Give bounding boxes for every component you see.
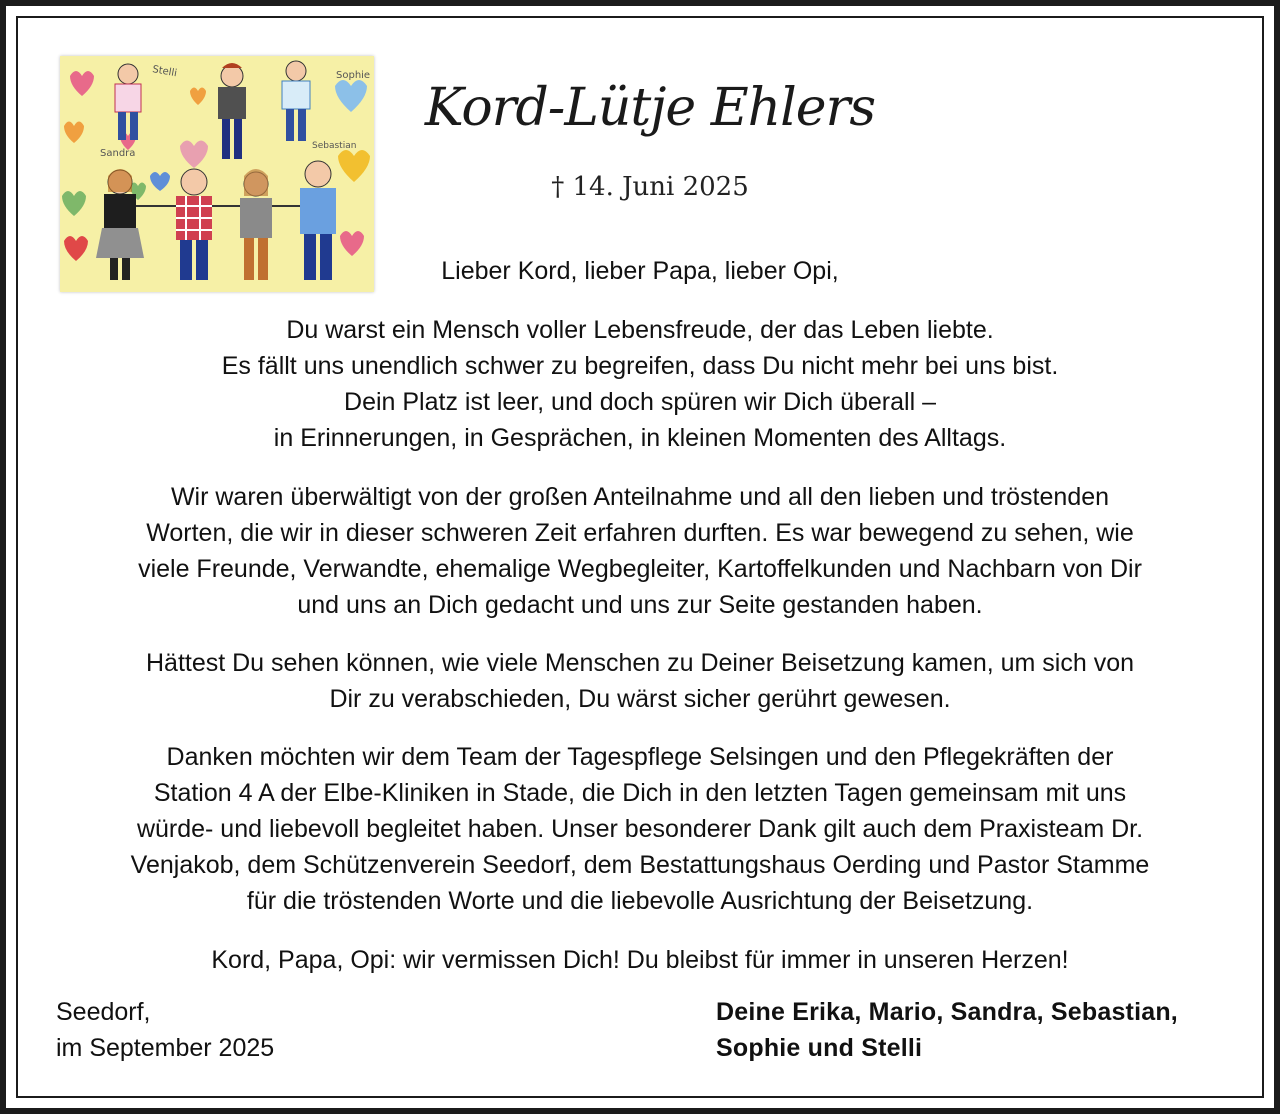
paragraph-line: Venjakob, dem Schützenverein Seedorf, dem Bestattungshaus Oerding und Pastor Stamme <box>130 851 1150 879</box>
place-and-date <box>56 994 274 1066</box>
paragraph-line: Danken möchten wir dem Team der Tagespflege Selsingen und den Pflegekräften der <box>166 743 1114 771</box>
paragraph-line: und uns an Dich gedacht und uns zur Seite gestanden haben. <box>297 591 983 619</box>
paragraph-2 <box>40 479 1240 623</box>
paragraph-line: Du warst ein Mensch voller Lebensfreude, der das Leben liebte. <box>286 316 994 344</box>
paragraph-line: würde- und liebevoll begleitet haben. Unser besonderer Dank gilt auch dem Praxisteam Dr. <box>136 815 1144 843</box>
paragraph-line: für die tröstenden Worte und die liebevolle Ausrichtung der Beisetzung. <box>246 887 1034 915</box>
paragraph-4 <box>40 739 1240 919</box>
paragraph-line: Hättest Du sehen können, wie viele Menschen zu Deiner Beisetzung kamen, um sich von <box>145 649 1135 677</box>
paragraph-line: Station 4 A der Elbe-Kliniken in Stade, die Dich in den letzten Tagen gemeinsam mit uns <box>153 779 1127 807</box>
salutation: Lieber Kord, lieber Papa, lieber Opi, <box>441 257 839 285</box>
paragraph-1 <box>40 312 1240 456</box>
paragraph-line: Dein Platz ist leer, und doch spüren wir Dich überall – <box>344 388 936 416</box>
drawing-label-stelli: Stelli <box>151 64 178 80</box>
child-drawing-image <box>60 56 374 292</box>
paragraph-line: in Erinnerungen, in Gesprächen, in kleinen Momenten des Alltags. <box>273 424 1007 452</box>
family-signature <box>716 994 1178 1066</box>
paragraph-5 <box>40 942 1240 978</box>
paragraph-3 <box>40 645 1240 717</box>
paragraph-line: Wir waren überwältigt von der großen Anteilnahme und all den lieben und tröstenden <box>170 483 1110 511</box>
signature-line: Sophie und Stelli <box>716 1034 923 1062</box>
place-line: im September 2025 <box>56 1034 275 1062</box>
drawing-label-sophie: Sophie <box>336 70 371 81</box>
paragraph-line: Kord, Papa, Opi: wir vermissen Dich! Du bleibst für immer in unseren Herzen! <box>211 946 1069 974</box>
signature-line: Deine Erika, Mario, Sandra, Sebastian, <box>716 998 1178 1026</box>
drawing-label-sebastian: Sebastian <box>312 141 357 151</box>
paragraph-line: Dir zu verabschieden, Du wärst sicher gerührt gewesen. <box>329 685 951 713</box>
death-date: † 14. Juni 2025 <box>551 172 749 202</box>
paragraph-line: Worten, die wir in dieser schweren Zeit erfahren durften. Es war bewegend zu sehen, wie <box>146 519 1134 547</box>
paragraph-line: Es fällt uns unendlich schwer zu begreifen, dass Du nicht mehr bei uns bist. <box>221 352 1059 380</box>
deceased-name: Kord-Lütje Ehlers <box>424 78 876 138</box>
drawing-label-sandra: Sandra <box>100 148 136 159</box>
place-line: Seedorf, <box>56 998 151 1026</box>
paragraph-line: viele Freunde, Verwandte, ehemalige Wegbegleiter, Kartoffelkunden und Nachbarn von Dir <box>138 555 1142 583</box>
